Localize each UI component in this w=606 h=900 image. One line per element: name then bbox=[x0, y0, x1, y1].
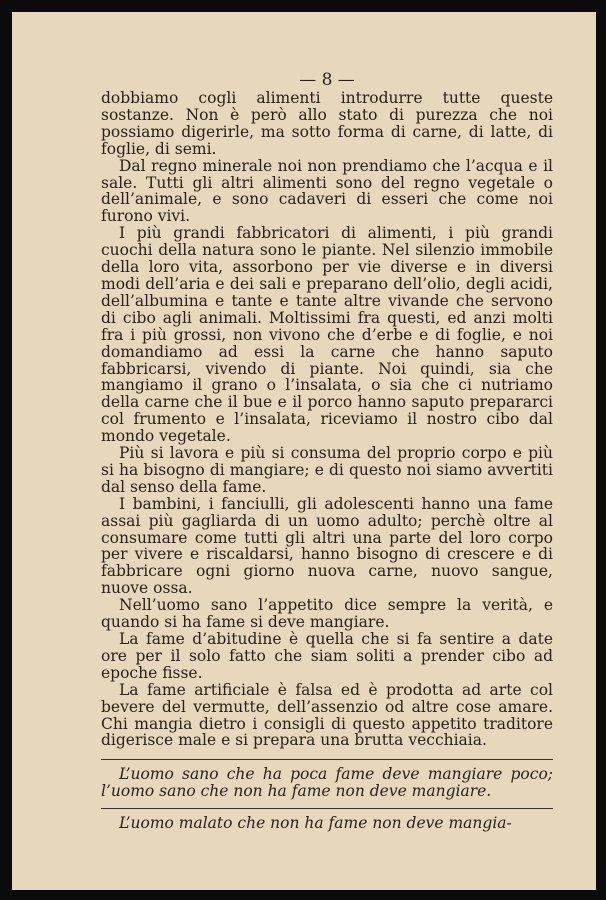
divider bbox=[101, 808, 553, 809]
maxim: L’uomo sano che ha poca fame deve mangiare poco; l’uomo sano che non ha fame non deve mangiare. bbox=[101, 765, 553, 801]
book-page bbox=[12, 12, 596, 890]
paragraph: I bambini, i fanciulli, gli adolescenti hanno una fame assai più gagliarda di un uomo adulto; perchè oltre al consumare come tutti gli altri una parte del loro corpo per vivere e riscaldarsi, hanno bisogno di crescere e di fabbricare ogni giorno nuova carne, nuovo sangue, nuove ossa. bbox=[101, 494, 553, 598]
paragraph: dobbiamo cogli alimenti introdurre tutte queste sostanze. Non è però allo stato di purezza che noi possiamo digerirle, ma sotto forma di carne, di latte, di foglie, di semi. bbox=[101, 89, 553, 158]
paragraph: La fame d’abitudine è quella che si fa sentire a date ore per il solo fatto che siam soliti a prender cibo ad epoche fisse. bbox=[101, 630, 553, 682]
paragraph: Nell’uomo sano l’appetito dice sempre la verità, e quando si ha fame si deve mangiare. bbox=[101, 596, 553, 632]
paragraph: I più grandi fabbricatori di alimenti, i più grandi cuochi della natura sono le piante. Nel silenzio immobile della loro vita, assorbono per vie diverse e in diversi modi dell’aria e dei sali e preparano dell’olio, degli acidi, dell’albumina e tante e tante altre vivande che servono di cibo agli animali. Moltissimi fra questi, ed anzi molti fra i più grossi, non vivono che d’erbe e di foglie, e noi domandiamo ad essi la carne che hanno saputo fabbricarsi, vivendo di piante. Noi quindi, sia che mangiamo il grano o l’insalata, o sia che ci nutriamo della carne che il bue e il porco hanno saputo prepararci col frumento e l’insalata, riceviamo il nostro cibo dal mondo vegetale. bbox=[101, 224, 553, 446]
page-number: — 8 — bbox=[299, 70, 355, 90]
divider bbox=[101, 759, 553, 760]
paragraph: Dal regno minerale noi non prendiamo che l’acqua e il sale. Tutti gli altri alimenti sono del regno vegetale o dell’animale, e sono cadaveri di esseri che come noi furono vivi. bbox=[101, 156, 553, 226]
paragraph: La fame artificiale è falsa ed è prodotta ad arte col bevere del vermutte, dell’assenzio od altre cose amare. Chi mangia dietro i consigli di questo appetito traditore digerisce male e si prepara una brutta vecchiaia. bbox=[101, 680, 553, 750]
page-text bbox=[101, 70, 553, 832]
maxim: L’uomo malato che non ha fame non deve mangia- bbox=[119, 814, 512, 833]
paragraph: Più si lavora e più si consuma del proprio corpo e più si ha bisogno di mangiare; e di questo noi siamo avvertiti dal senso della fame. bbox=[101, 444, 553, 496]
